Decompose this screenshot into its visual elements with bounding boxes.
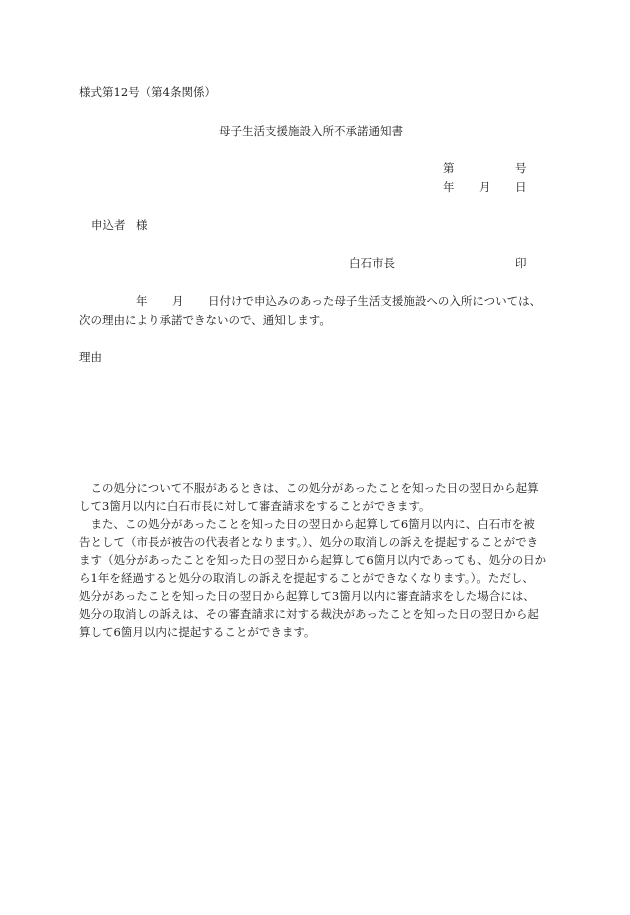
date-year: 年 bbox=[443, 180, 455, 194]
notice-year: 年 bbox=[136, 294, 148, 308]
doc-number-prefix: 第 bbox=[443, 161, 455, 175]
appeal-line: この処分について不服があるときは、この処分があったことを知った日の翌日から起算 bbox=[79, 481, 539, 495]
applicant-honorific: 様 bbox=[136, 218, 148, 232]
notice-line1: 日付けで申込みのあった母子生活支援施設への入所については、 bbox=[208, 294, 542, 308]
appeal-line: ら1年を経過すると処分の取消しの訴えを提起することができなくなります。）。ただし、 bbox=[79, 571, 534, 585]
applicant-label: 申込者 bbox=[91, 218, 126, 232]
reason-label: 理由 bbox=[79, 350, 102, 364]
notice-month: 月 bbox=[172, 294, 184, 308]
issuer-name: 白石市長 bbox=[349, 256, 395, 270]
appeal-line: ます（処分があったことを知った日の翌日から起算して6箇月以内であっても、処分の日か bbox=[79, 553, 547, 567]
document-title: 母子生活支援施設入所不承諾通知書 bbox=[219, 124, 403, 138]
form-number: 様式第12号（第4条関係） bbox=[79, 85, 216, 99]
appeal-line: また、この処分があったことを知った日の翌日から起算して6箇月以内に、白石市を被 bbox=[79, 517, 535, 531]
doc-number-suffix: 号 bbox=[515, 161, 527, 175]
appeal-line: 処分の取消しの訴えは、その審査請求に対する裁決があったことを知った日の翌日から起 bbox=[79, 607, 539, 621]
date-day: 日 bbox=[515, 180, 527, 194]
appeal-line: 算して6箇月以内に提起することができます。 bbox=[79, 625, 316, 639]
appeal-line: 告として（市長が被告の代表者となります。）、処分の取消しの訴えを提起することができ bbox=[79, 535, 539, 549]
date-month: 月 bbox=[479, 180, 491, 194]
appeal-line: 処分があったことを知った日の翌日から起算して3箇月以内に審査請求をした場合には、 bbox=[79, 589, 535, 603]
appeal-line: して3箇月以内に白石市長に対して審査請求をすることができます。 bbox=[79, 499, 431, 513]
seal-mark: 印 bbox=[515, 256, 527, 270]
appeal-instructions bbox=[79, 479, 549, 641]
notice-line2: 次の理由により承諾できないので、通知します。 bbox=[79, 313, 331, 327]
